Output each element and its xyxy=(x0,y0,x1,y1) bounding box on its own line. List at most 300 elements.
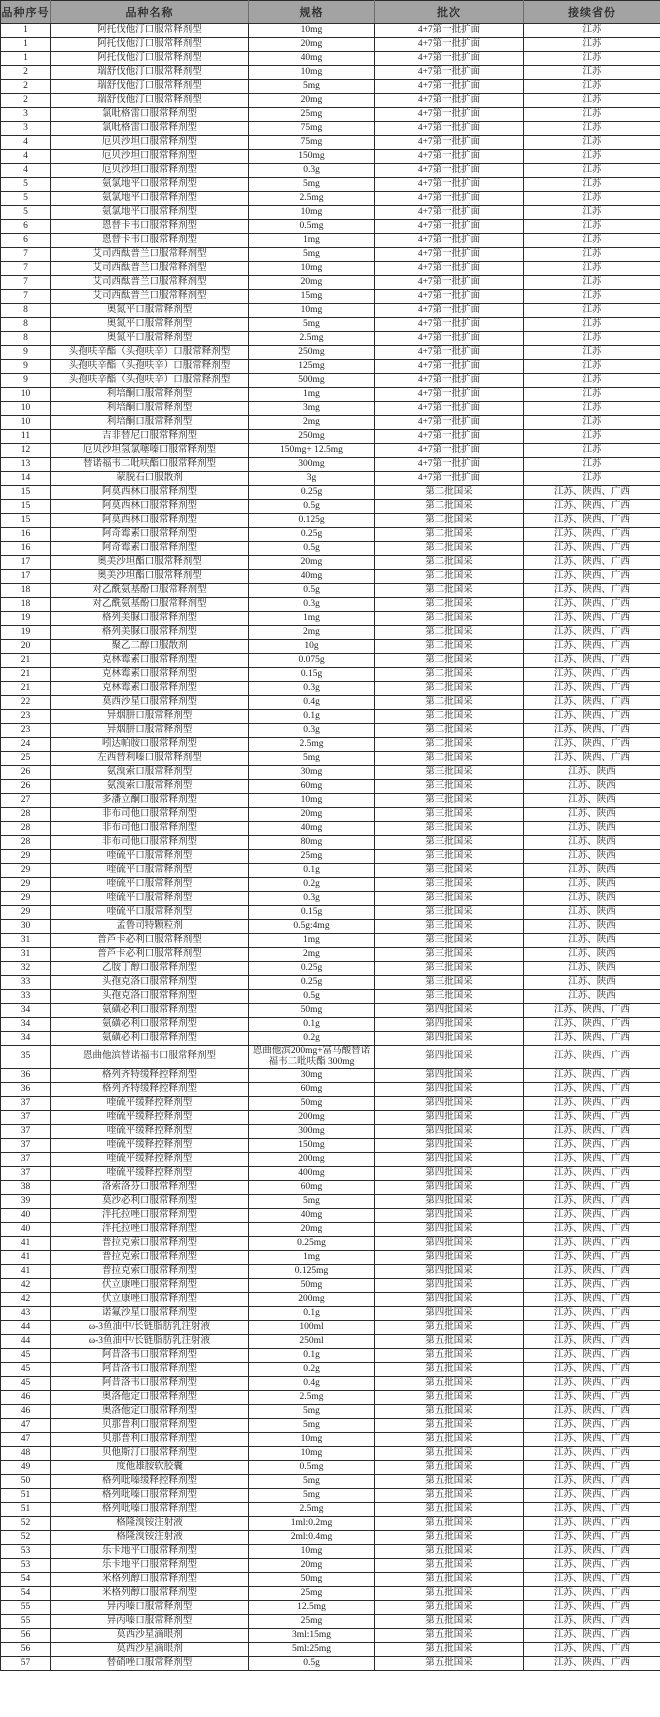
cell-spec: 10mg xyxy=(249,1432,375,1446)
table-row xyxy=(1,1320,660,1334)
cell-spec: 0.25g xyxy=(249,976,375,990)
cell-spec: 0.1g xyxy=(249,1348,375,1362)
cell-spec: 75mg xyxy=(249,136,375,150)
table-row xyxy=(1,766,660,780)
table-row xyxy=(1,444,660,458)
cell-provinces: 江苏、陕西、广西 xyxy=(524,1418,660,1432)
cell-seq: 21 xyxy=(1,682,51,696)
cell-batch: 第四批国采 xyxy=(375,1222,524,1236)
cell-batch: 第五批国采 xyxy=(375,1502,524,1516)
cell-provinces: 江苏、陕西、广西 xyxy=(524,1362,660,1376)
cell-provinces: 江苏 xyxy=(524,430,660,444)
cell-provinces: 江苏、陕西、广西 xyxy=(524,500,660,514)
cell-name: 喹硫平口服常释剂型 xyxy=(51,906,249,920)
table-row xyxy=(1,570,660,584)
cell-spec: 3mg xyxy=(249,402,375,416)
cell-name: 阿莫西林口服常释剂型 xyxy=(51,500,249,514)
cell-batch: 4+7第一批扩面 xyxy=(375,80,524,94)
table-row xyxy=(1,1110,660,1124)
cell-spec: 10mg xyxy=(249,1446,375,1460)
cell-spec: 25mg xyxy=(249,1586,375,1600)
cell-spec: 125mg xyxy=(249,360,375,374)
cell-provinces: 江苏、陕西、广西 xyxy=(524,1600,660,1614)
cell-name: 阿托伐他汀口服常释剂型 xyxy=(51,52,249,66)
cell-batch: 第三批国采 xyxy=(375,808,524,822)
cell-provinces: 江苏、陕西、广西 xyxy=(524,1152,660,1166)
cell-batch: 4+7第一批扩面 xyxy=(375,136,524,150)
cell-provinces: 江苏、陕西、广西 xyxy=(524,1018,660,1032)
cell-batch: 第五批国采 xyxy=(375,1642,524,1656)
cell-batch: 4+7第一批扩面 xyxy=(375,304,524,318)
table-row xyxy=(1,794,660,808)
cell-name: 格列美脲口服常释剂型 xyxy=(51,626,249,640)
cell-batch: 第四批国采 xyxy=(375,1264,524,1278)
cell-batch: 第五批国采 xyxy=(375,1572,524,1586)
cell-seq: 21 xyxy=(1,668,51,682)
cell-batch: 第二批国采 xyxy=(375,584,524,598)
cell-batch: 第四批国采 xyxy=(375,1250,524,1264)
cell-spec: 0.5g xyxy=(249,542,375,556)
cell-provinces: 江苏、陕西、广西 xyxy=(524,1474,660,1488)
cell-name: 普拉克索口服常释剂型 xyxy=(51,1236,249,1250)
table-row xyxy=(1,1306,660,1320)
cell-provinces: 江苏 xyxy=(524,304,660,318)
cell-name: 氨磺必利口服常释剂型 xyxy=(51,1004,249,1018)
cell-spec: 10g xyxy=(249,640,375,654)
cell-provinces: 江苏、陕西、广西 xyxy=(524,1390,660,1404)
cell-seq: 29 xyxy=(1,850,51,864)
cell-batch: 第三批国采 xyxy=(375,766,524,780)
cell-spec: 0.5g xyxy=(249,1656,375,1670)
cell-spec: 40mg xyxy=(249,822,375,836)
cell-provinces: 江苏、陕西 xyxy=(524,990,660,1004)
cell-name: 氨溴索口服常释剂型 xyxy=(51,766,249,780)
cell-batch: 4+7第一批扩面 xyxy=(375,472,524,486)
cell-spec: 10mg xyxy=(249,1544,375,1558)
cell-provinces: 江苏、陕西 xyxy=(524,850,660,864)
cell-batch: 第五批国采 xyxy=(375,1656,524,1670)
cell-seq: 37 xyxy=(1,1152,51,1166)
cell-seq: 4 xyxy=(1,136,51,150)
cell-spec: 5mg xyxy=(249,1474,375,1488)
cell-seq: 24 xyxy=(1,738,51,752)
cell-name: 奥洛他定口服常释剂型 xyxy=(51,1390,249,1404)
cell-batch: 4+7第一批扩面 xyxy=(375,332,524,346)
table-row xyxy=(1,164,660,178)
cell-name: 非布司他口服常释剂型 xyxy=(51,836,249,850)
cell-spec: 1mg xyxy=(249,612,375,626)
cell-name: 喹硫平口服常释剂型 xyxy=(51,850,249,864)
cell-batch: 第三批国采 xyxy=(375,948,524,962)
cell-spec: 5mg xyxy=(249,80,375,94)
cell-name: 格列吡嗪缓释控释剂型 xyxy=(51,1474,249,1488)
cell-provinces: 江苏、陕西 xyxy=(524,864,660,878)
cell-name: 阿托伐他汀口服常释剂型 xyxy=(51,24,249,38)
cell-provinces: 江苏、陕西、广西 xyxy=(524,1530,660,1544)
cell-name: 喹硫平口服常释剂型 xyxy=(51,864,249,878)
cell-spec: 20mg xyxy=(249,556,375,570)
cell-batch: 第四批国采 xyxy=(375,1124,524,1138)
cell-batch: 4+7第一批扩面 xyxy=(375,122,524,136)
cell-batch: 第五批国采 xyxy=(375,1390,524,1404)
cell-name: 奥美沙坦酯口服常释剂型 xyxy=(51,556,249,570)
cell-name: 阿昔洛韦口服常释剂型 xyxy=(51,1376,249,1390)
cell-spec: 0.15g xyxy=(249,668,375,682)
cell-spec: 25mg xyxy=(249,108,375,122)
table-row xyxy=(1,584,660,598)
table-row xyxy=(1,1138,660,1152)
cell-name: 奥氮平口服常释剂型 xyxy=(51,332,249,346)
cell-spec: 0.25g xyxy=(249,486,375,500)
cell-name: 莫西沙星滴眼剂 xyxy=(51,1642,249,1656)
cell-provinces: 江苏 xyxy=(524,192,660,206)
table-row xyxy=(1,486,660,500)
cell-batch: 第二批国采 xyxy=(375,724,524,738)
cell-spec: 25mg xyxy=(249,850,375,864)
cell-spec: 0.15g xyxy=(249,906,375,920)
cell-seq: 51 xyxy=(1,1488,51,1502)
cell-provinces: 江苏、陕西 xyxy=(524,962,660,976)
cell-seq: 23 xyxy=(1,710,51,724)
cell-batch: 4+7第一批扩面 xyxy=(375,234,524,248)
table-row xyxy=(1,1628,660,1642)
table-row xyxy=(1,654,660,668)
cell-name: 阿昔洛韦口服常释剂型 xyxy=(51,1362,249,1376)
table-row xyxy=(1,38,660,52)
cell-seq: 36 xyxy=(1,1068,51,1082)
table-row xyxy=(1,640,660,654)
cell-name: 乐卡地平口服常释剂型 xyxy=(51,1544,249,1558)
cell-name: 喹硫平缓释控释剂型 xyxy=(51,1138,249,1152)
cell-spec: 10mg xyxy=(249,262,375,276)
cell-seq: 34 xyxy=(1,1032,51,1046)
cell-seq: 25 xyxy=(1,752,51,766)
cell-batch: 4+7第一批扩面 xyxy=(375,206,524,220)
cell-batch: 第二批国采 xyxy=(375,738,524,752)
cell-seq: 37 xyxy=(1,1096,51,1110)
cell-seq: 3 xyxy=(1,122,51,136)
cell-seq: 23 xyxy=(1,724,51,738)
cell-seq: 46 xyxy=(1,1404,51,1418)
cell-batch: 第四批国采 xyxy=(375,1004,524,1018)
cell-name: 异丙嗪口服常释剂型 xyxy=(51,1600,249,1614)
cell-name: 格隆溴铵注射液 xyxy=(51,1516,249,1530)
cell-provinces: 江苏、陕西、广西 xyxy=(524,584,660,598)
cell-spec: 5mg xyxy=(249,1488,375,1502)
table-row xyxy=(1,920,660,934)
cell-spec: 2.5mg xyxy=(249,332,375,346)
cell-batch: 第五批国采 xyxy=(375,1404,524,1418)
cell-batch: 第三批国采 xyxy=(375,878,524,892)
cell-spec: 2.5mg xyxy=(249,738,375,752)
table-row xyxy=(1,52,660,66)
table-row xyxy=(1,1222,660,1236)
cell-spec: 20mg xyxy=(249,276,375,290)
table-row xyxy=(1,416,660,430)
cell-seq: 49 xyxy=(1,1460,51,1474)
cell-spec: 5mg xyxy=(249,178,375,192)
cell-provinces: 江苏、陕西 xyxy=(524,906,660,920)
cell-batch: 第四批国采 xyxy=(375,1236,524,1250)
cell-batch: 4+7第一批扩面 xyxy=(375,38,524,52)
cell-batch: 第三批国采 xyxy=(375,836,524,850)
table-row xyxy=(1,360,660,374)
table-row xyxy=(1,780,660,794)
cell-name: 普拉克索口服常释剂型 xyxy=(51,1264,249,1278)
cell-seq: 51 xyxy=(1,1502,51,1516)
cell-name: 普芦卡必利口服常释剂型 xyxy=(51,948,249,962)
cell-seq: 52 xyxy=(1,1530,51,1544)
cell-provinces: 江苏 xyxy=(524,38,660,52)
cell-name: 利培酮口服常释剂型 xyxy=(51,416,249,430)
header-seq: 品种序号 xyxy=(1,1,51,24)
cell-spec: 0.5mg xyxy=(249,1460,375,1474)
cell-name: 头孢克洛口服常释剂型 xyxy=(51,976,249,990)
table-row xyxy=(1,1124,660,1138)
cell-provinces: 江苏、陕西、广西 xyxy=(524,612,660,626)
table-row xyxy=(1,1032,660,1046)
cell-provinces: 江苏、陕西 xyxy=(524,892,660,906)
cell-seq: 50 xyxy=(1,1474,51,1488)
cell-provinces: 江苏 xyxy=(524,164,660,178)
cell-seq: 27 xyxy=(1,794,51,808)
cell-seq: 29 xyxy=(1,864,51,878)
table-row xyxy=(1,430,660,444)
cell-batch: 4+7第一批扩面 xyxy=(375,220,524,234)
cell-name: 格列齐特缓释控释剂型 xyxy=(51,1068,249,1082)
cell-batch: 4+7第一批扩面 xyxy=(375,192,524,206)
table-row xyxy=(1,1600,660,1614)
cell-spec: 5mg xyxy=(249,248,375,262)
table-row xyxy=(1,150,660,164)
cell-batch: 第二批国采 xyxy=(375,654,524,668)
cell-batch: 第三批国采 xyxy=(375,780,524,794)
table-row xyxy=(1,1068,660,1082)
cell-name: 克林霉素口服常释剂型 xyxy=(51,682,249,696)
cell-name: 头孢克洛口服常释剂型 xyxy=(51,990,249,1004)
cell-seq: 33 xyxy=(1,976,51,990)
cell-name: 奥氮平口服常释剂型 xyxy=(51,318,249,332)
cell-name: 头孢呋辛酯（头孢呋辛）口服常释剂型 xyxy=(51,346,249,360)
table-row xyxy=(1,906,660,920)
cell-name: 喹硫平口服常释剂型 xyxy=(51,892,249,906)
table-row xyxy=(1,1082,660,1096)
cell-batch: 第四批国采 xyxy=(375,1292,524,1306)
cell-spec: 150mg xyxy=(249,1138,375,1152)
cell-provinces: 江苏 xyxy=(524,136,660,150)
table-row xyxy=(1,1236,660,1250)
cell-seq: 56 xyxy=(1,1628,51,1642)
cell-name: 米格列醇口服常释剂型 xyxy=(51,1586,249,1600)
cell-provinces: 江苏、陕西、广西 xyxy=(524,598,660,612)
cell-spec: 2.5mg xyxy=(249,192,375,206)
cell-spec: 0.5g xyxy=(249,990,375,1004)
cell-spec: 10mg xyxy=(249,66,375,80)
cell-batch: 4+7第一批扩面 xyxy=(375,416,524,430)
table-row xyxy=(1,346,660,360)
cell-spec: 50mg xyxy=(249,1278,375,1292)
cell-batch: 第二批国采 xyxy=(375,598,524,612)
cell-name: 氨磺必利口服常释剂型 xyxy=(51,1018,249,1032)
table-row xyxy=(1,836,660,850)
cell-batch: 第五批国采 xyxy=(375,1320,524,1334)
cell-name: 米格列醇口服常释剂型 xyxy=(51,1572,249,1586)
cell-spec: 0.3g xyxy=(249,724,375,738)
cell-provinces: 江苏、陕西、广西 xyxy=(524,1110,660,1124)
cell-name: 氨氯地平口服常释剂型 xyxy=(51,206,249,220)
cell-batch: 第四批国采 xyxy=(375,1096,524,1110)
cell-seq: 2 xyxy=(1,94,51,108)
cell-seq: 6 xyxy=(1,220,51,234)
cell-name: 异烟肼口服常释剂型 xyxy=(51,724,249,738)
cell-provinces: 江苏、陕西、广西 xyxy=(524,1334,660,1348)
cell-seq: 29 xyxy=(1,878,51,892)
table-row xyxy=(1,1194,660,1208)
cell-spec: 1mg xyxy=(249,388,375,402)
cell-spec: 1mg xyxy=(249,1250,375,1264)
cell-spec: 0.25g xyxy=(249,962,375,976)
cell-batch: 第二批国采 xyxy=(375,542,524,556)
table-row xyxy=(1,864,660,878)
cell-spec: 200mg xyxy=(249,1152,375,1166)
cell-provinces: 江苏、陕西、广西 xyxy=(524,668,660,682)
cell-batch: 第五批国采 xyxy=(375,1432,524,1446)
cell-seq: 8 xyxy=(1,332,51,346)
cell-spec: 10mg xyxy=(249,794,375,808)
table-row xyxy=(1,738,660,752)
cell-provinces: 江苏、陕西、广西 xyxy=(524,1572,660,1586)
cell-name: 贝那普利口服常释剂型 xyxy=(51,1432,249,1446)
cell-batch: 4+7第一批扩面 xyxy=(375,150,524,164)
cell-name: 厄贝沙坦氢氯噻嗪口服常释剂型 xyxy=(51,444,249,458)
cell-batch: 4+7第一批扩面 xyxy=(375,388,524,402)
table-row xyxy=(1,752,660,766)
cell-batch: 第四批国采 xyxy=(375,1046,524,1069)
table-row xyxy=(1,1046,660,1069)
cell-seq: 37 xyxy=(1,1138,51,1152)
table-row xyxy=(1,1418,660,1432)
cell-seq: 5 xyxy=(1,192,51,206)
table-row xyxy=(1,948,660,962)
cell-seq: 39 xyxy=(1,1194,51,1208)
cell-spec: 0.3g xyxy=(249,682,375,696)
table-row xyxy=(1,290,660,304)
cell-batch: 第三批国采 xyxy=(375,990,524,1004)
cell-provinces: 江苏、陕西、广西 xyxy=(524,1544,660,1558)
cell-seq: 11 xyxy=(1,430,51,444)
cell-name: 普芦卡必利口服常释剂型 xyxy=(51,934,249,948)
cell-seq: 26 xyxy=(1,766,51,780)
cell-provinces: 江苏、陕西、广西 xyxy=(524,1558,660,1572)
cell-name: 恩替卡韦口服常释剂型 xyxy=(51,220,249,234)
cell-provinces: 江苏、陕西、广西 xyxy=(524,486,660,500)
cell-seq: 4 xyxy=(1,164,51,178)
table-row xyxy=(1,1656,660,1670)
cell-provinces: 江苏 xyxy=(524,290,660,304)
cell-seq: 47 xyxy=(1,1418,51,1432)
cell-spec: 40mg xyxy=(249,570,375,584)
table-row xyxy=(1,1096,660,1110)
cell-seq: 42 xyxy=(1,1278,51,1292)
cell-name: 利培酮口服常释剂型 xyxy=(51,402,249,416)
cell-seq: 55 xyxy=(1,1614,51,1628)
table-row xyxy=(1,1558,660,1572)
cell-name: 氯吡格雷口服常释剂型 xyxy=(51,122,249,136)
cell-batch: 第五批国采 xyxy=(375,1418,524,1432)
cell-spec: 400mg xyxy=(249,1166,375,1180)
cell-batch: 第四批国采 xyxy=(375,1032,524,1046)
cell-spec: 300mg xyxy=(249,458,375,472)
cell-name: 泮托拉唑口服常释剂型 xyxy=(51,1208,249,1222)
table-row xyxy=(1,178,660,192)
cell-batch: 第二批国采 xyxy=(375,752,524,766)
cell-provinces: 江苏 xyxy=(524,346,660,360)
cell-batch: 第三批国采 xyxy=(375,822,524,836)
cell-seq: 29 xyxy=(1,906,51,920)
cell-provinces: 江苏、陕西 xyxy=(524,976,660,990)
cell-provinces: 江苏、陕西、广西 xyxy=(524,752,660,766)
table-row xyxy=(1,1432,660,1446)
cell-provinces: 江苏、陕西、广西 xyxy=(524,654,660,668)
cell-name: 对乙酰氨基酚口服常释剂型 xyxy=(51,584,249,598)
table-row xyxy=(1,1474,660,1488)
cell-provinces: 江苏 xyxy=(524,206,660,220)
cell-spec: 20mg xyxy=(249,1222,375,1236)
cell-spec: 0.125mg xyxy=(249,1264,375,1278)
cell-batch: 第五批国采 xyxy=(375,1362,524,1376)
cell-batch: 4+7第一批扩面 xyxy=(375,24,524,38)
cell-spec: 150mg+ 12.5mg xyxy=(249,444,375,458)
cell-spec: 0.5g xyxy=(249,584,375,598)
cell-seq: 15 xyxy=(1,486,51,500)
cell-batch: 4+7第一批扩面 xyxy=(375,178,524,192)
cell-seq: 35 xyxy=(1,1046,51,1069)
cell-provinces: 江苏 xyxy=(524,122,660,136)
cell-provinces: 江苏、陕西 xyxy=(524,948,660,962)
cell-batch: 第五批国采 xyxy=(375,1474,524,1488)
cell-batch: 4+7第一批扩面 xyxy=(375,360,524,374)
cell-name: 诺氟沙星口服常释剂型 xyxy=(51,1306,249,1320)
cell-provinces: 江苏、陕西、广西 xyxy=(524,542,660,556)
cell-name: 奥洛他定口服常释剂型 xyxy=(51,1404,249,1418)
cell-spec: 0.3g xyxy=(249,892,375,906)
cell-provinces: 江苏、陕西、广西 xyxy=(524,1404,660,1418)
table-header xyxy=(1,1,660,24)
table-row xyxy=(1,1152,660,1166)
cell-batch: 第二批国采 xyxy=(375,556,524,570)
cell-spec: 0.25mg xyxy=(249,1236,375,1250)
cell-spec: 40mg xyxy=(249,52,375,66)
cell-batch: 第五批国采 xyxy=(375,1614,524,1628)
cell-batch: 第五批国采 xyxy=(375,1460,524,1474)
cell-seq: 41 xyxy=(1,1236,51,1250)
cell-seq: 18 xyxy=(1,598,51,612)
cell-seq: 54 xyxy=(1,1572,51,1586)
cell-batch: 4+7第一批扩面 xyxy=(375,262,524,276)
table-row xyxy=(1,108,660,122)
cell-spec: 200mg xyxy=(249,1292,375,1306)
cell-provinces: 江苏、陕西、广西 xyxy=(524,738,660,752)
cell-spec: 15mg xyxy=(249,290,375,304)
cell-name: 瑞舒伐他汀口服常释剂型 xyxy=(51,80,249,94)
cell-name: 替硝唑口服常释剂型 xyxy=(51,1656,249,1670)
cell-name: 蒙脱石口服散剂 xyxy=(51,472,249,486)
table-row xyxy=(1,94,660,108)
header-provinces: 接续省份 xyxy=(524,1,660,24)
cell-batch: 第四批国采 xyxy=(375,1208,524,1222)
cell-provinces: 江苏、陕西、广西 xyxy=(524,682,660,696)
table-row xyxy=(1,1334,660,1348)
